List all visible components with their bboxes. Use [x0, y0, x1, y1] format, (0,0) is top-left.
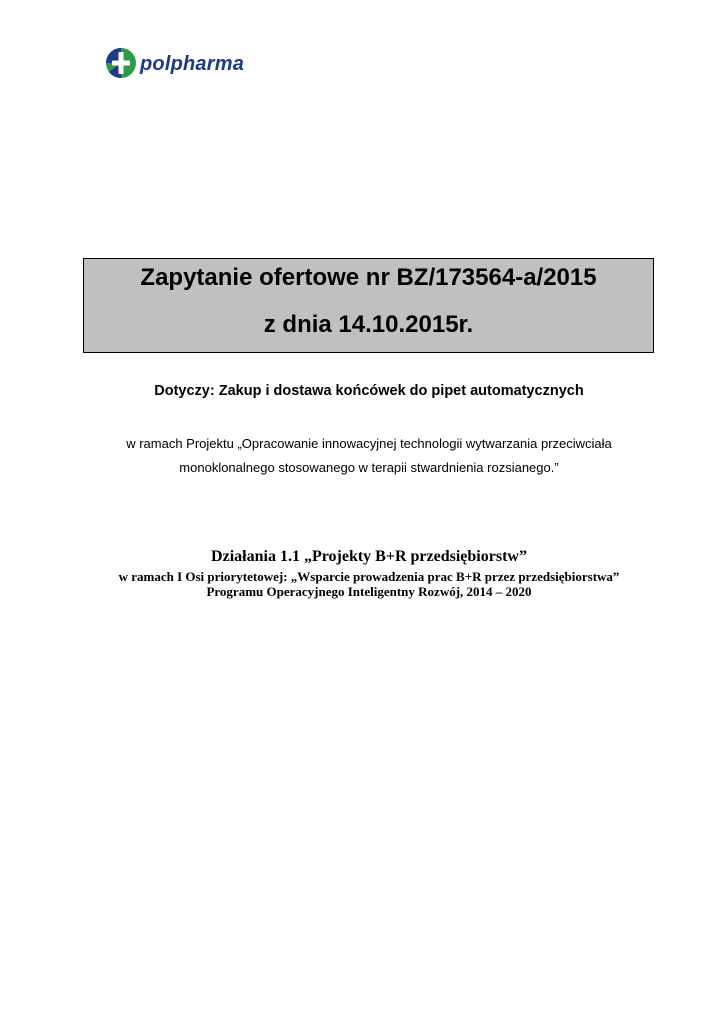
- title-box: [83, 258, 654, 353]
- action-heading: Działania 1.1 „Projekty B+R przedsiębiorstw”: [211, 548, 527, 565]
- project-line-1: w ramach Projektu „Opracowanie innowacyjnej technologii wytwarzania przeciwciała: [126, 436, 612, 451]
- polpharma-plus-logo-icon: [104, 46, 138, 80]
- project-line-2: monoklonalnego stosowanego w terapii stwardnienia rozsianego.”: [179, 460, 559, 475]
- document-title: Zapytanie ofertowe nr BZ/173564-a/2015: [140, 264, 597, 291]
- priority-axis-line: w ramach I Osi priorytetowej: „Wsparcie prowadzenia prac B+R przez przedsiębiorstwa”: [118, 569, 620, 584]
- program-line: Programu Operacyjnego Inteligentny Rozwój, 2014 – 2020: [206, 584, 532, 599]
- document-date: z dnia 14.10.2015r.: [263, 311, 474, 338]
- logo-text: polpharma: [140, 52, 245, 75]
- company-logo: [104, 46, 244, 80]
- subject-line: Dotyczy: Zakup i dostawa końcówek do pipet automatycznych: [154, 383, 584, 399]
